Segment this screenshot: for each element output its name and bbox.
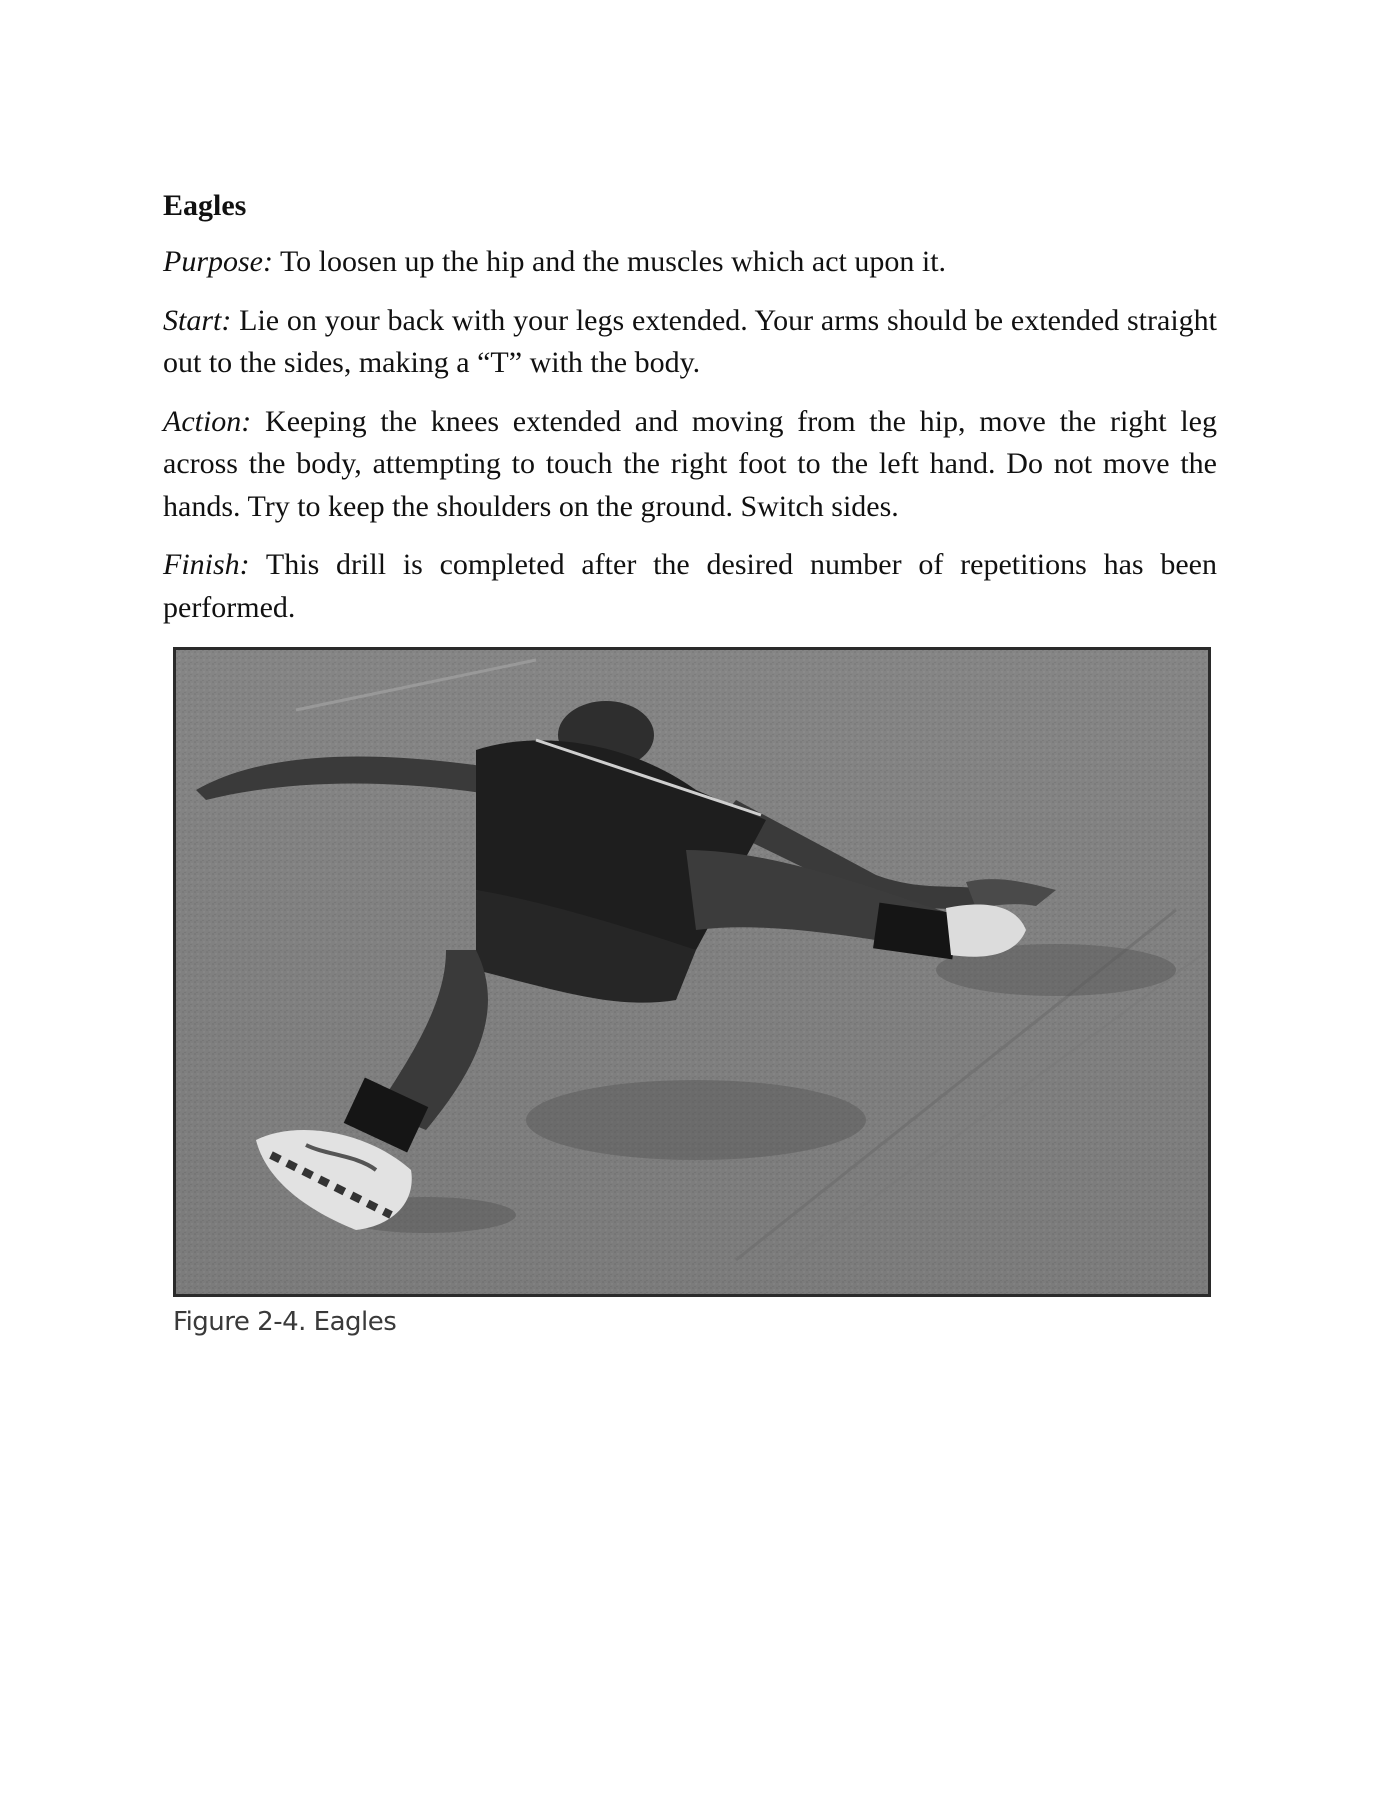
action-paragraph (163, 401, 1217, 529)
text-block (163, 186, 1217, 645)
start-text: Lie on your back with your legs extended. Your arms should be extended straight out to the sides, making a “T” with the body. (163, 303, 1217, 379)
start-paragraph (163, 300, 1217, 385)
purpose-paragraph (163, 241, 1217, 284)
action-text: Keeping the knees extended and moving from the hip, move the right leg across the body, attempting to touch the right foot to the left hand. Do not move the hands. Try to keep the shoulders on the ground. Switch sides. (163, 404, 1217, 523)
purpose-text: To loosen up the hip and the muscles which act upon it. (272, 245, 947, 278)
finish-paragraph (163, 544, 1217, 629)
purpose-label: Purpose: (163, 245, 273, 278)
figure-caption: Figure 2-4. Eagles (173, 1307, 397, 1337)
action-label: Action: (163, 404, 252, 438)
figure (173, 647, 1211, 1297)
section-title: Eagles (163, 189, 247, 222)
start-label: Start: (163, 303, 232, 337)
finish-text: This drill is completed after the desired number of repetitions has been performed. (163, 548, 1217, 624)
finish-label: Finish: (163, 548, 250, 581)
eagles-stretch-illustration (176, 650, 1208, 1294)
exercise-photo (173, 647, 1211, 1297)
